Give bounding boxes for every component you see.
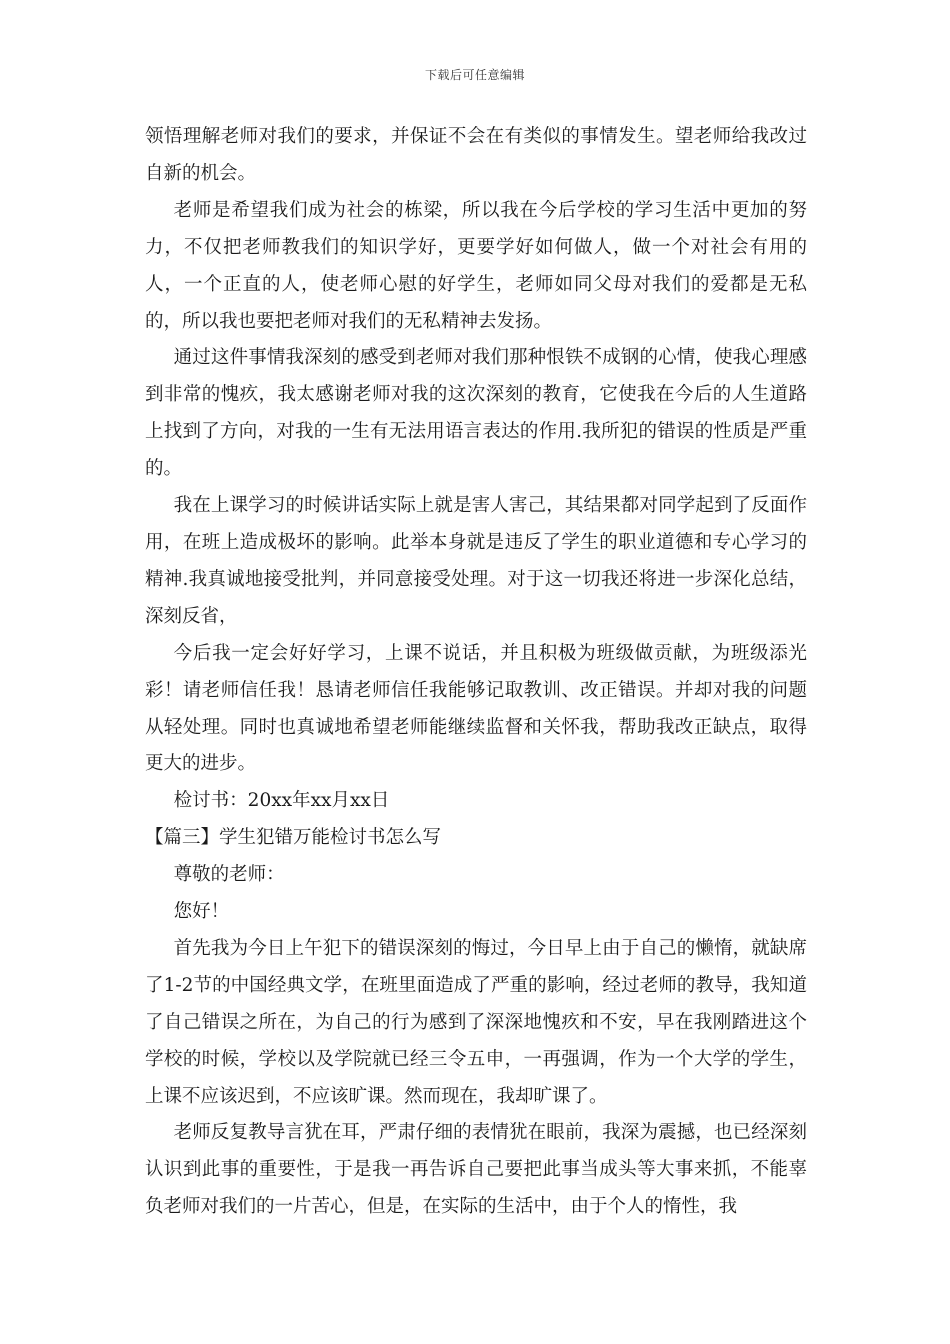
greeting: 您好！ bbox=[173, 901, 230, 923]
paragraph: 首先我为今日上午犯下的错误深刻的悔过，今日早上由于自己的懒惰，就缺席了1-2节的中国经典文学，在班里面造成了严重的影响，经过老师的教导，我知道了自己错误之所在，为自己的行为感到了深深地愧疚和不安，早在我刚踏进这个学校的时候，学校以及学院就已经三令五申，一再强调，作为一个大学的学生，上课不应该迟到，不应该旷课。然而现在，我却旷课了。 bbox=[145, 937, 807, 1107]
signature-date-line: 检讨书：20xx年xx月xx日 bbox=[173, 790, 390, 812]
paragraph: 今后我一定会好好学习，上课不说话，并且积极为班级做贡献，为班级添光彩！请老师信任我！恳请老师信任我能够记取教训、改正错误。并却对我的问题从轻处理。同时也真诚地希望老师能继续监督和关怀我，帮助我改正缺点，取得更大的进步。 bbox=[145, 642, 807, 775]
paragraph: 通过这件事情我深刻的感受到老师对我们那种恨铁不成钢的心情，使我心理感到非常的愧疚，我太感谢老师对我的这次深刻的教育，它使我在今后的人生道路上找到了方向，对我的一生有无法用语言表达的作用.我所犯的错误的性质是严重的。 bbox=[145, 347, 807, 480]
document-body bbox=[145, 119, 807, 1226]
paragraph: 我在上课学习的时候讲话实际上就是害人害己，其结果都对同学起到了反面作用，在班上造成极坏的影响。此举本身就是违反了学生的职业道德和专心学习的精神.我真诚地接受批判，并同意接受处理。对于这一切我还将进一步深化总结，深刻反省， bbox=[145, 495, 807, 627]
section-heading: 【篇三】学生犯错万能检讨书怎么写 bbox=[145, 827, 442, 849]
salutation: 尊敬的老师： bbox=[173, 864, 285, 886]
paragraph: 领悟理解老师对我们的要求，并保证不会在有类似的事情发生。望老师给我改过自新的机会。 bbox=[145, 126, 807, 184]
paragraph: 老师是希望我们成为社会的栋梁，所以我在今后学校的学习生活中更加的努力，不仅把老师教我们的知识学好，更要学好如何做人，做一个对社会有用的人，一个正直的人，使老师心慰的好学生，老师如同父母对我们的爱都是无私的，所以我也要把老师对我们的无私精神去发扬。 bbox=[145, 199, 807, 332]
page-header: 下载后可任意编辑 bbox=[424, 68, 525, 82]
paragraph: 老师反复教导言犹在耳，严肃仔细的表情犹在眼前，我深为震撼，也已经深刻认识到此事的重要性，于是我一再告诉自己要把此事当成头等大事来抓，不能辜负老师对我们的一片苦心，但是，在实际的生活中，由于个人的惰性，我 bbox=[145, 1122, 807, 1218]
